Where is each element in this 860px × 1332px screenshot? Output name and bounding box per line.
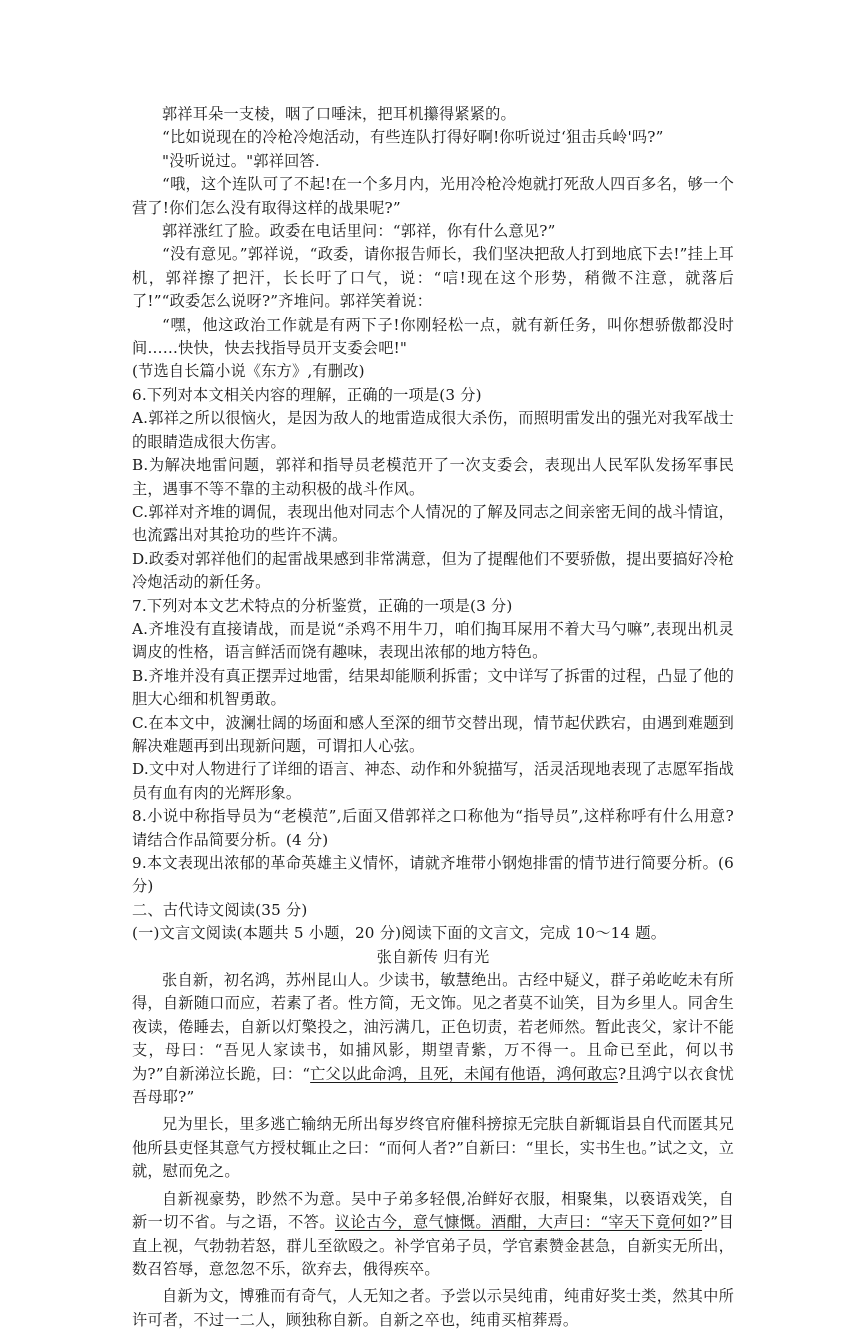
- story-paragraph: "没听说过。"郭祥回答.: [162, 151, 320, 170]
- story-source: (节选自长篇小说《东方》,有删改): [132, 362, 365, 381]
- question-6-option-a: A.郭祥之所以很恼火，是因为敌人的地雷造成很大杀伤，而照明雷发出的强光对我军战士的眼睛造成很大伤害。: [132, 409, 734, 451]
- story-paragraph: 郭祥涨红了脸。政委在电话里问：“郭祥，你有什么意见?”: [162, 222, 556, 241]
- text-run: 自新视豪势，眇然不为意。吴中子弟多轻偎,冶鲜好衣服，相聚集，以亵语戏笑，自新一切不省。与之语，不答。: [132, 1189, 734, 1232]
- question-6-option-b: B.为解决地雷问题，郭祥和指导员老模范开了一次支委会，表现出人民军队发扬军事民主，遇事不等不靠的主动积极的战斗作风。: [132, 456, 734, 498]
- question-6-option-c: C.郭祥对齐堆的调侃，表现出他对同志个人情况的了解及同志之间亲密无间的战斗情谊，也流露出对其抢功的些许不满。: [132, 502, 734, 545]
- underlined-sentence: 亡父以此命鸿，且死，未闻有他语，鸿何敢忘: [310, 1064, 618, 1083]
- classical-paragraph: 兄为里长，里多逃亡输纳无所出每岁终官府催科搒掠无完肤自新辄诣县自代而匿其兄他所县吏怪其意气方授杖辄止之曰：“而何人者?”自新曰：“里长，实书生也。”试之文，立就，慰而免之。: [132, 1115, 734, 1181]
- story-paragraph: “嘿，他这政治工作就是有两下子!你刚轻松一点，就有新任务，叫你想骄傲都没时间……快快，快去找指导员开支委会吧!": [132, 315, 734, 358]
- question-7-option-b: B.齐堆并没有真正摆弄过地雷，结果却能顺利拆雷；文中详写了拆雷的过程，凸显了他的胆大心细和机智勇敢。: [132, 666, 734, 709]
- passage-title: 张自新传 归有光: [376, 947, 490, 966]
- section-subheading: (一)文言文阅读(本题共 5 小题，20 分)阅读下面的文言文，完成 10～14 题。: [132, 924, 667, 943]
- question-6: 6.下列对本文相关内容的理解，正确的一项是(3 分): [132, 385, 482, 404]
- question-9: 9.本文表现出浓郁的革命英雄主义情怀，请就齐堆带小钢炮排雷的情节进行简要分析。(6 分): [132, 854, 734, 896]
- text-run: ?且鸿宁以衣食忧吾母耶?”: [132, 1064, 734, 1107]
- classical-paragraph: [132, 1188, 734, 1282]
- page-content: [132, 103, 734, 1332]
- story-paragraph: “比如说现在的冷枪冷炮活动，有些连队打得好啊!你听说过‘狙击兵岭'吗?”: [162, 128, 664, 147]
- text-run: 张自新，初名鸿，苏州昆山人。少读书，敏慧绝出。古经中疑义，群子弟屹屹未有所得，自新随口而应，若素了者。性方简，无文饰。见之者莫不讪笑，目为乡里人。同舍生夜读，倦睡去，自新以灯檠投之，油污满几，正色切责，若老师然。暂此丧父，家计不能支，母曰：“吾见人家读书，如捕风影，期望青紫，万不得一。且命已至此，何以书为?”自新涕泣长跪，曰：“: [132, 971, 734, 1083]
- story-paragraph: 郭祥耳朵一支棱，咽了口唾沫，把耳机攥得紧紧的。: [162, 105, 516, 123]
- question-8: 8.小说中称指导员为“老模范”,后面又借郭祥之口称他为“指导员”,这样称呼有什么用意?请结合作品简要分析。(4 分): [132, 807, 734, 849]
- question-7-option-a: A.齐堆没有直接请战，而是说“杀鸡不用牛刀，咱们掏耳屎用不着大马勺嘛”,表现出机灵调皮的性格，语言鲜活而饶有趣味，表现出浓郁的地方特色。: [132, 619, 734, 662]
- text-run: ?”目直上视，气勃勃若怒，群儿至欲殴之。补学官弟子员，学官素赞金甚急，自新实无所出，数召笞辱，意忽忽不乐，欲弃去，俄得疾卒。: [132, 1213, 734, 1278]
- question-7-option-c: C.在本文中，波澜壮阔的场面和感人至深的细节交替出现，情节起伏跌宕，由遇到难题到解决难题再到出现新问题，可谓扣人心弦。: [132, 713, 734, 755]
- classical-paragraph: 自新为文，博雅而有奇气，人无知之者。予尝以示吴纯甫，纯甫好奖士类，然其中所许可者，不过一二人，顾独称自新。自新之卒也，纯甫买棺葬焉。: [132, 1287, 734, 1329]
- story-paragraph: “没有意见。”郭祥说，“政委，请你报告师长，我们坚决把敌人打到地底下去!”挂上耳机，郭祥擦了把汗，长长吁了口气，说：“唁!现在这个形势，稍微不注意，就落后了!”“政委怎么说呀?”齐堆问。郭祥笑着说：: [132, 245, 734, 311]
- classical-paragraph: [132, 969, 734, 1109]
- question-7-option-d: D.文中对人物进行了详细的语言、神态、动作和外貌描写，活灵活现地表现了志愿军指战员有血有肉的光辉形象。: [132, 760, 734, 802]
- underlined-sentence: 议论古今，意气慷慨。酒酣，大声曰：“宰天下竟何如: [334, 1213, 703, 1232]
- question-6-option-d: D.政委对郭祥他们的起雷战果感到非常满意，但为了提醒他们不要骄傲，提出要搞好冷枪冷炮活动的新任务。: [132, 549, 734, 592]
- question-7: 7.下列对本文艺术特点的分析鉴赏，正确的一项是(3 分): [132, 596, 513, 615]
- section-heading: 二、古代诗文阅读(35 分): [132, 900, 308, 919]
- story-paragraph: “哦，这个连队可了不起!在一个多月内，光用冷枪冷炮就打死敌人四百多名，够一个营了!你们怎么没有取得这样的战果呢?”: [132, 175, 734, 217]
